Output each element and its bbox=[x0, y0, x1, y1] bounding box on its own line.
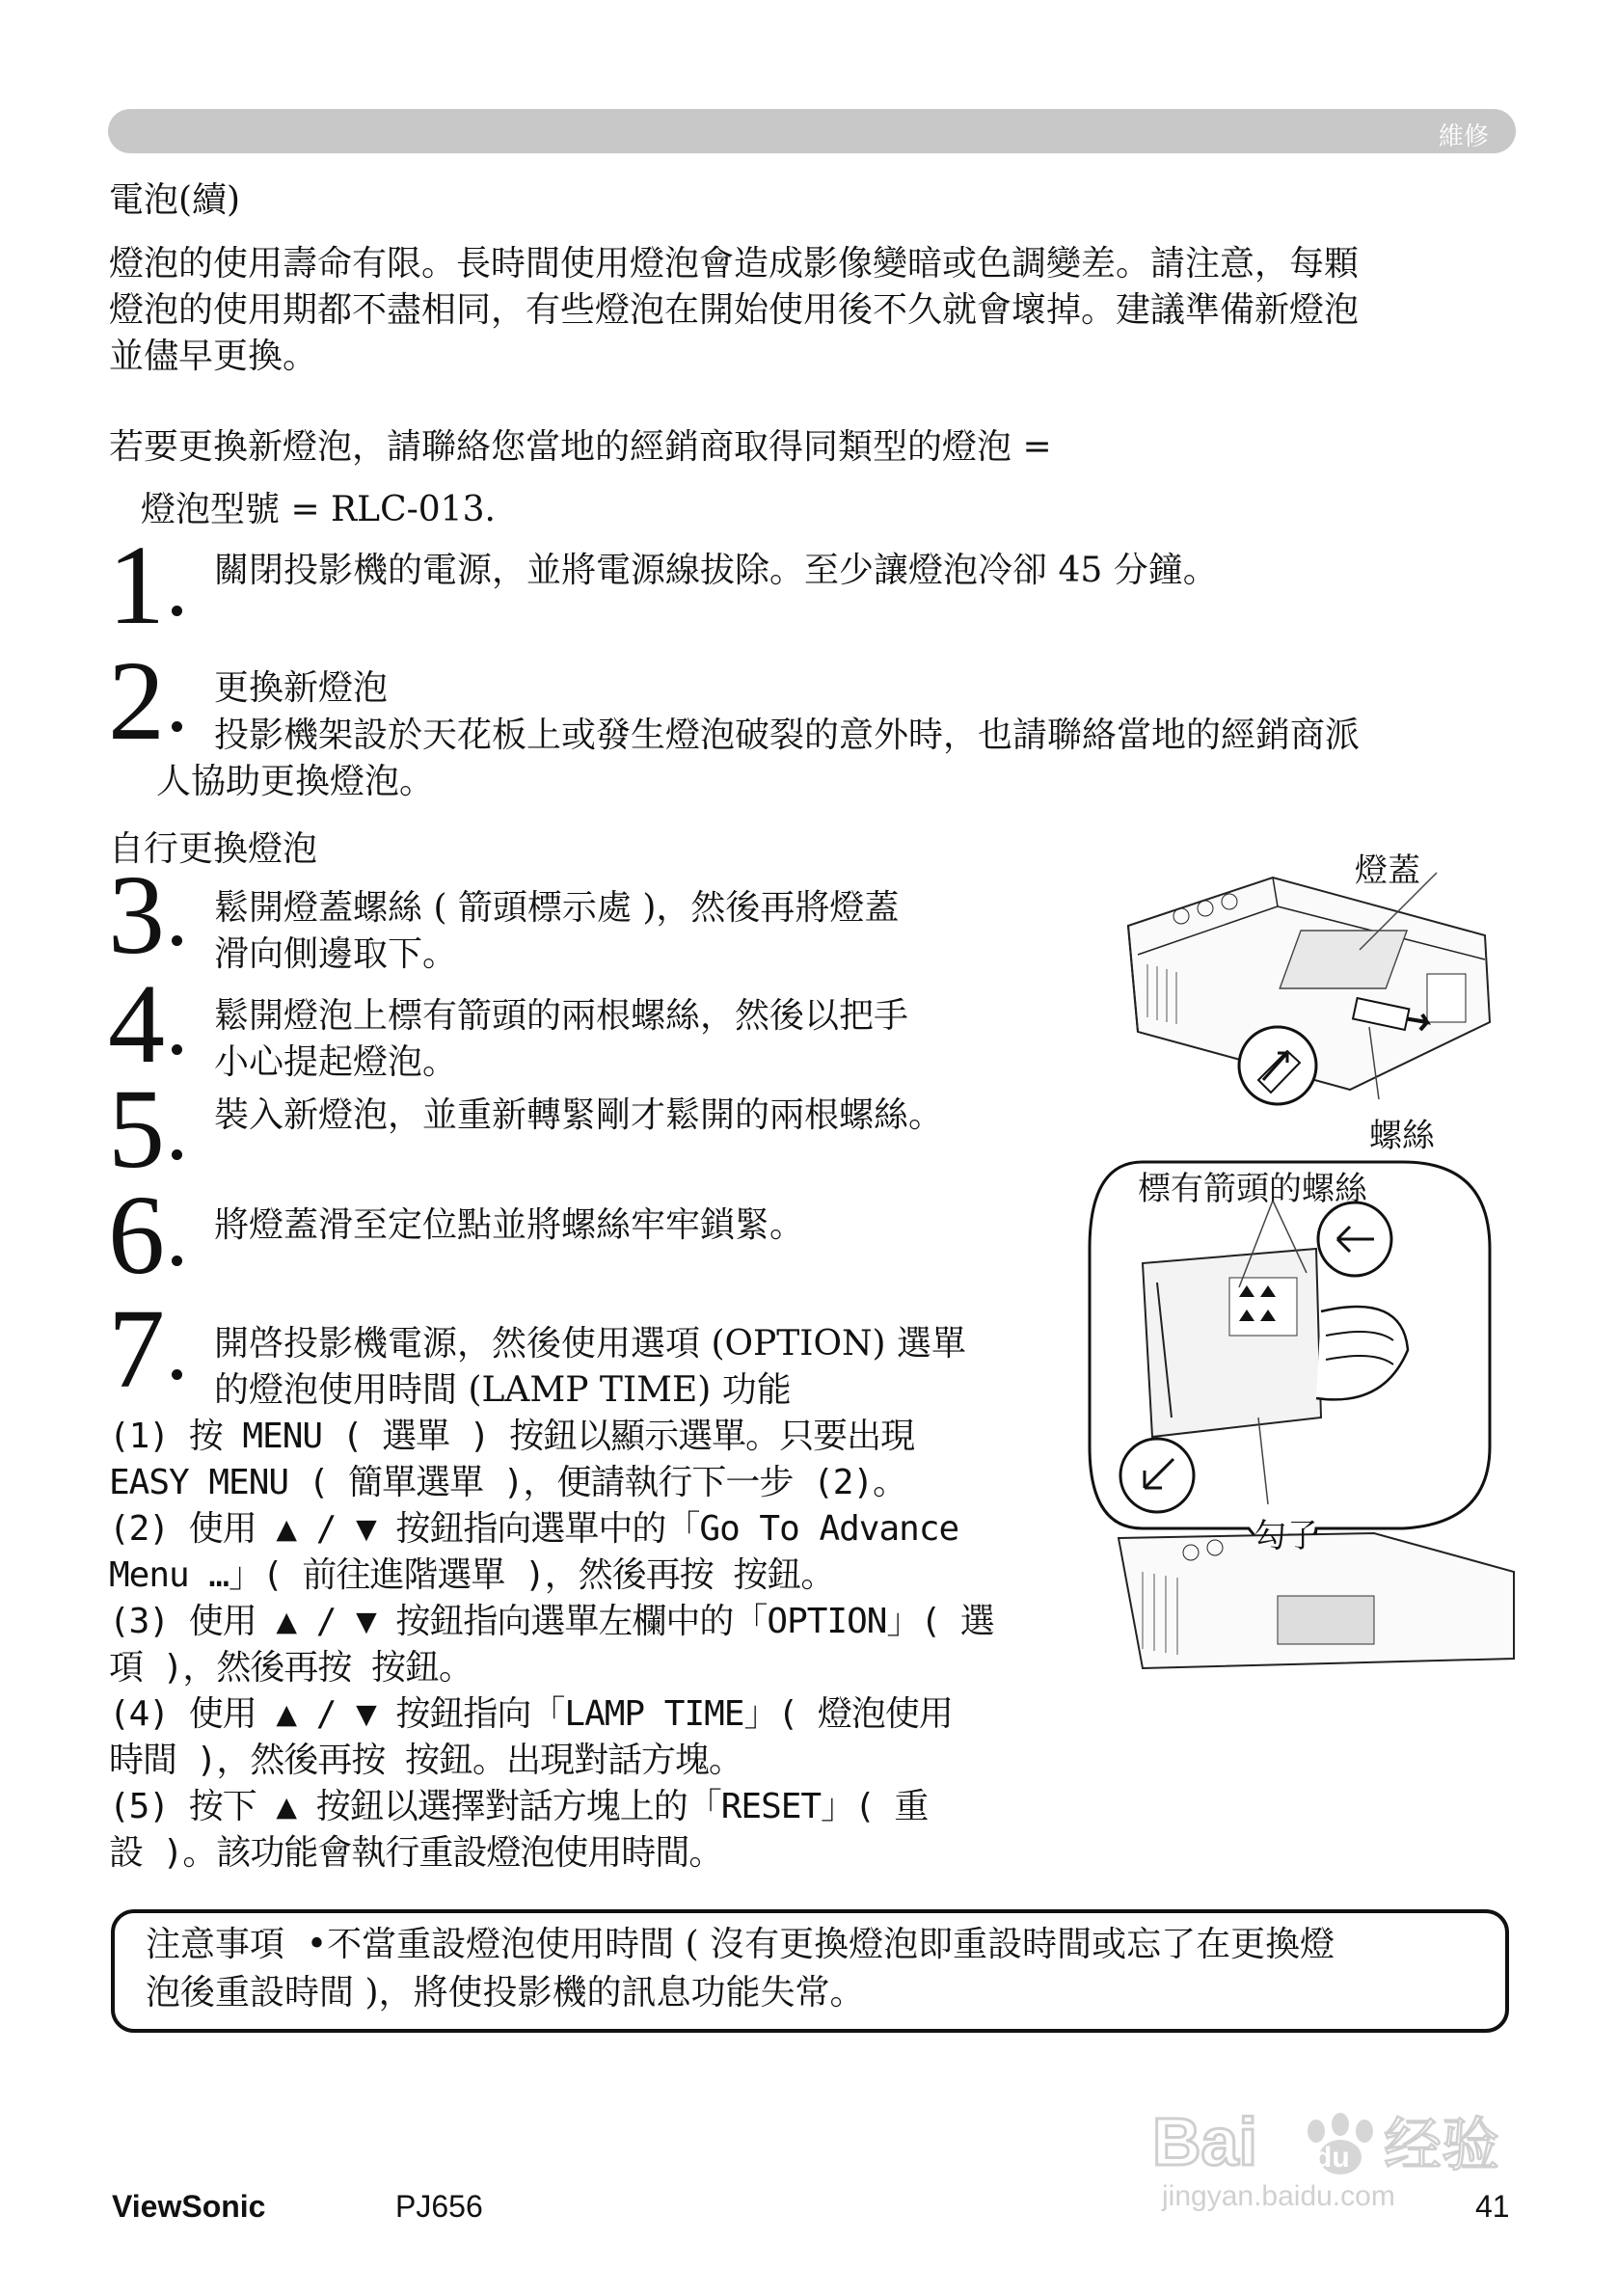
step-dot bbox=[172, 935, 182, 946]
watermark-url: jingyan.baidu.com bbox=[1162, 2180, 1395, 2212]
substep-line: (1) 按 MENU ( 選單 ) 按鈕以顯示選單。只要出現 bbox=[109, 1417, 915, 1456]
step-dot bbox=[172, 1149, 182, 1160]
step-dot bbox=[172, 606, 182, 616]
step-3-line-2: 滑向側邊取下。 bbox=[214, 934, 458, 974]
step-5-text: 裝入新燈泡，並重新轉緊剛才鬆開的兩根螺絲。 bbox=[214, 1095, 944, 1135]
step-number-7: 7 bbox=[108, 1285, 165, 1412]
step-dot bbox=[172, 1256, 182, 1266]
caution-line-1: •不當重設燈泡使用時間 ( 沒有更換燈泡即重設時間或忘了在更換燈 bbox=[306, 1925, 1335, 1964]
substep-line: 時間 )，然後再按 按鈕。出現對話方塊。 bbox=[109, 1741, 743, 1780]
caution-label: 注意事項 bbox=[146, 1925, 285, 1964]
intro-line-2: 燈泡的使用期都不盡相同，有些燈泡在開始使用後不久就會壞掉。建議準備新燈泡 bbox=[109, 290, 1360, 330]
step-2-note-line-1: 投影機架設於天花板上或發生燈泡破裂的意外時，也請聯絡當地的經銷商派 bbox=[214, 716, 1361, 755]
watermark-service: 经验 bbox=[1384, 2112, 1499, 2179]
substep-line: Menu …」( 前往進階選單 )，然後再按 按鈕。 bbox=[109, 1555, 835, 1595]
step-1-text: 關閉投影機的電源，並將電源線拔除。至少讓燈泡冷卻 45 分鐘。 bbox=[214, 551, 1218, 590]
step-4-line-1: 鬆開燈泡上標有箭頭的兩根螺絲，然後以把手 bbox=[214, 996, 909, 1036]
baidu-watermark-logo bbox=[1152, 2097, 1557, 2213]
step-dot bbox=[172, 721, 182, 732]
step-7-line-2: 的燈泡使用時間 (LAMP TIME) 功能 bbox=[214, 1370, 792, 1410]
step-6-text: 將燈蓋滑至定位點並將螺絲牢牢鎖緊。 bbox=[214, 1205, 805, 1245]
step-number-6: 6 bbox=[108, 1172, 165, 1298]
step-number-4: 4 bbox=[108, 960, 165, 1087]
step-4-line-2: 小心提起燈泡。 bbox=[214, 1042, 458, 1082]
intro-line-3: 並儘早更換。 bbox=[109, 337, 318, 376]
step-number-2: 2 bbox=[108, 637, 165, 764]
label-arrow-screws: 標有箭頭的螺絲 bbox=[1138, 1170, 1367, 1208]
substep-line: 設 )。該功能會執行重設燈泡使用時間。 bbox=[109, 1833, 723, 1873]
projector-lamp-cover-illustration bbox=[1109, 849, 1514, 1148]
substep-line: (2) 使用 ▲ / ▼ 按鈕指向選單中的「Go To Advance bbox=[109, 1509, 959, 1549]
lamp-removal-illustration bbox=[1085, 1157, 1519, 1678]
step-7-line-1: 開啓投影機電源，然後使用選項 (OPTION) 選單 bbox=[214, 1324, 966, 1364]
label-lamp-cover: 燈蓋 bbox=[1355, 851, 1420, 890]
caution-box bbox=[111, 1909, 1509, 2033]
step-dot bbox=[172, 1044, 182, 1055]
section-header-bar bbox=[108, 109, 1516, 153]
footer-model: PJ656 bbox=[395, 2189, 483, 2224]
substep-line: (3) 使用 ▲ / ▼ 按鈕指向選單左欄中的「OPTION」( 選 bbox=[109, 1602, 994, 1641]
caution-text bbox=[146, 1921, 1496, 2017]
watermark-brand: Bai bbox=[1152, 2104, 1257, 2179]
contact-dealer-text: 若要更換新燈泡，請聯絡您當地的經銷商取得同類型的燈泡 = bbox=[109, 427, 1052, 467]
substep-line: EASY MENU ( 簡單選單 )，便請執行下一步 (2)。 bbox=[109, 1463, 907, 1502]
step-3-line-1: 鬆開燈蓋螺絲 ( 箭頭標示處 )，然後再將燈蓋 bbox=[214, 888, 900, 928]
lamp-model-text: 燈泡型號 = RLC-013. bbox=[141, 490, 496, 529]
step-dot bbox=[172, 1369, 182, 1380]
footer-brand: ViewSonic bbox=[112, 2189, 266, 2224]
label-screw: 螺絲 bbox=[1369, 1117, 1435, 1155]
intro-line-1: 燈泡的使用壽命有限。長時間使用燈泡會造成影像變暗或色調變差。請注意，每顆 bbox=[109, 244, 1360, 284]
step-number-1: 1 bbox=[108, 522, 165, 648]
step-number-5: 5 bbox=[108, 1066, 165, 1192]
step-2-title: 更換新燈泡 bbox=[214, 668, 389, 708]
page-title: 電泡(續) bbox=[109, 180, 241, 220]
self-replace-heading: 自行更換燈泡 bbox=[109, 829, 318, 869]
caution-line-2: 泡後重設時間 )，將使投影機的訊息功能失常。 bbox=[146, 1973, 865, 2012]
watermark-brand-2: du bbox=[1314, 2142, 1350, 2174]
substep-line: (5) 按下 ▲ 按鈕以選擇對話方塊上的「RESET」( 重 bbox=[109, 1787, 929, 1826]
footer-page-number: 41 bbox=[1475, 2189, 1510, 2224]
step-number-3: 3 bbox=[108, 851, 165, 978]
substep-line: 項 )，然後再按 按鈕。 bbox=[109, 1648, 473, 1688]
section-label: 維修 bbox=[1438, 122, 1489, 151]
substep-line: (4) 使用 ▲ / ▼ 按鈕指向「LAMP TIME」( 燈泡使用 bbox=[109, 1694, 953, 1734]
step-2-note-line-2: 人協助更換燈泡。 bbox=[156, 762, 435, 801]
label-hook: 勾子 bbox=[1254, 1517, 1319, 1555]
